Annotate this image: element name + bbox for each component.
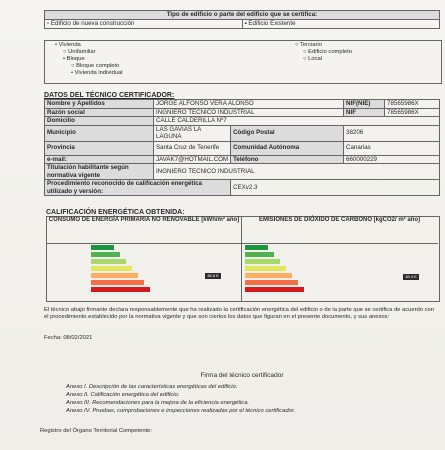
vivienda-individual-label: Vivienda individual	[74, 70, 123, 76]
consumo-panel	[47, 217, 242, 301]
bar-b-emisiones	[245, 252, 274, 257]
nif-nie-label: NIF(NIE)	[344, 100, 385, 109]
bar-d-emisiones	[245, 266, 286, 271]
anexo1-text: Anexo I. Descripción de las características energéticas del edificio.	[66, 384, 238, 390]
nombre-label: Nombre y Apellidos	[45, 100, 154, 109]
firma-text: Firma del técnico certificador	[200, 372, 284, 379]
telefono-label: Teléfono	[231, 155, 344, 164]
email-value: JAVAK7@HOTMAIL.COM	[154, 155, 231, 164]
emisiones-marker: 38.3 E	[403, 274, 419, 280]
nombre-value: JORGE ALFONSO VERA ALONSO	[154, 100, 344, 109]
ca-label: Comunidad Autónoma	[231, 141, 344, 155]
titulacion-label: Titulación habilitante según normativa vigente	[45, 164, 154, 180]
tipo-edificio-table	[44, 10, 440, 29]
bloque-label: Bloque	[66, 56, 85, 62]
anexo2-text: Anexo II. Calificación energética del edificio.	[66, 392, 180, 398]
bar-c-consumo	[91, 259, 126, 264]
vivienda-label: Vivienda	[58, 42, 81, 48]
uso-options: • Vivienda ○ Unifamiliar • Bloque ○ Bloque completo • Vivienda individual ○ Terciario ○ Edificio completo ○ Local	[44, 40, 442, 84]
domicilio-label: Domicilio	[45, 117, 154, 126]
edificio-completo-label: Edificio completo	[308, 49, 352, 55]
bar-e-consumo	[91, 273, 138, 278]
cp-value: 38206	[344, 125, 440, 141]
tipo-title: Tipo de edificio o parte del edificio que se certifica:	[45, 11, 440, 20]
razon-value: INGNIERO TECNICO INDUSTRIAL	[154, 108, 344, 117]
consumo-marker: 38.8 E	[205, 273, 221, 279]
tecnico-section	[44, 92, 440, 196]
tecnico-title: DATOS DEL TÉCNICO CERTIFICADOR:	[44, 92, 175, 99]
bar-e-emisiones	[245, 273, 292, 278]
domicilio-value: CALLE CALDERILLA Nº7	[154, 117, 440, 126]
bar-f-emisiones	[245, 280, 298, 285]
nif-label: NIF	[344, 108, 385, 117]
anexo3-text: Anexo III. Recomendaciones para la mejora de la eficiencia energética.	[66, 400, 250, 406]
emisiones-panel	[241, 217, 438, 301]
emisiones-title: EMISIONES DE DIÓXIDO DE CARBONO [kgCO2/ m² año]	[241, 217, 438, 244]
consumo-title: CONSUMO DE ENERGÍA PRIMARIA NO RENOVABLE [kWh/m² año]	[47, 217, 241, 244]
declaracion-text: El técnico abajo firmante declara responsablemente que ha realizado la certificación energética del edificio o de la parte que se certifica de acuerdo con el procedimiento establecido por la normativa vigente y que son ciertos los datos que figuran en el presente documento, y sus anexos:	[44, 307, 434, 320]
registro-text: Registro del Órgano Territorial Competente:	[40, 428, 153, 434]
nif-nie-value: 78565986X	[385, 100, 440, 109]
bar-g-consumo	[91, 287, 150, 292]
local-label: Local	[308, 56, 322, 62]
cp-label: Código Postal	[231, 125, 344, 141]
razon-label: Razón social	[45, 108, 154, 117]
provincia-value: Santa Cruz de Tenerife	[154, 141, 231, 155]
unifamiliar-label: Unifamiliar	[68, 49, 96, 55]
telefono-value: 660000229	[344, 155, 440, 164]
tecnico-table	[44, 99, 440, 196]
email-label: e-mail:	[45, 155, 154, 164]
ca-value: Canarias	[344, 141, 440, 155]
terciario-label: Terciario	[300, 42, 322, 48]
bar-d-consumo	[91, 266, 132, 271]
bar-f-consumo	[91, 280, 144, 285]
nif-value: 78565986X	[385, 108, 440, 117]
calificacion-title: CALIFICACIÓN ENERGÉTICA OBTENIDA:	[46, 209, 185, 216]
bloque-completo-label: Bloque completo	[76, 63, 120, 69]
bar-c-emisiones	[245, 259, 280, 264]
bar-a-emisiones	[245, 245, 268, 250]
fecha-text: Fecha: 08/02/2021	[44, 335, 93, 341]
nueva-construccion-option: ▫ Edificio de nueva construcción	[45, 20, 243, 29]
procedimiento-label: Procedimiento reconocido de calificación energética utilizado y versión:	[45, 180, 231, 196]
titulacion-value: INGNIERO TECNICO INDUSTRIAL	[154, 164, 440, 180]
calificacion-box	[46, 216, 440, 302]
anexo4-text: Anexo IV. Pruebas, comprobaciones e inspecciones realizadas por el técnico certificador.	[66, 408, 296, 414]
provincia-label: Provincia	[45, 141, 154, 155]
municipio-label: Municipio	[45, 125, 154, 141]
existente-option: ▪ Edificio Existente	[242, 20, 440, 29]
municipio-value: LAS GAVIAS LA LAGUNA	[154, 125, 231, 141]
bar-g-emisiones	[245, 287, 304, 292]
bar-a-consumo	[91, 245, 114, 250]
procedimiento-value: CEXv2.3	[231, 180, 440, 196]
bar-b-consumo	[91, 252, 120, 257]
